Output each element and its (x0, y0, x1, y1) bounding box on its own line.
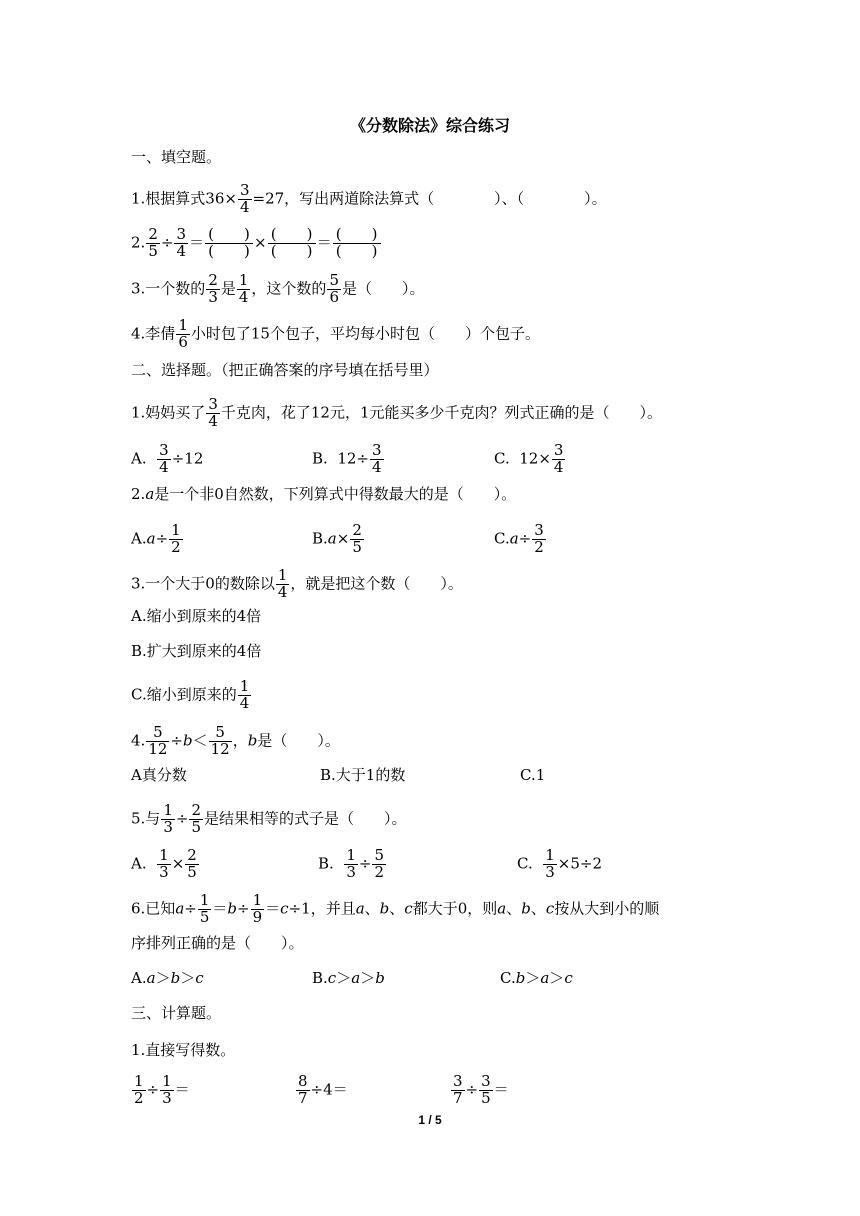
choice-q4-option-b: B.大于1的数 (320, 766, 406, 784)
fraction: $\frac{2}{5}$ (352, 521, 362, 556)
choice-q3-text-a: 3.一个大于0的数除以 (131, 574, 275, 593)
option-text: C.缩小到原来的 (131, 685, 237, 704)
choice-q1-option-b: B. 12÷ $\frac{3}{4}$ (312, 441, 382, 476)
choice-q2-option-c: C.a÷ $\frac{3}{2}$ (494, 521, 544, 556)
fraction: $\frac{1}{3}$ (545, 846, 555, 881)
fraction: $\frac{3}{4}$ (176, 225, 186, 260)
choice-q5-option-c: C. $\frac{1}{3}$ ×5÷2 (517, 846, 603, 881)
fill-q3-text-a: 3.一个数的 (131, 279, 206, 298)
fill-q3-text-c: ，这个数的 (251, 279, 327, 298)
choice-q6-option-b: B.c＞a＞b (312, 969, 385, 987)
fill-q1-text-a: 1.根据算式36× (131, 189, 237, 208)
calc-q1: 1.直接写得数。 (131, 1041, 236, 1059)
choice-q1-text-b: 千克肉，花了12元，1元能买多少千克肉？列式正确的是（ ）。 (220, 403, 662, 422)
fraction: $\frac{5}{12}$ (148, 723, 168, 758)
fraction: $\frac{8}{7}$ (298, 1072, 308, 1107)
choice-q4-option-c: C.1 (520, 766, 546, 784)
fill-q3-text-d: 是（ ）。 (341, 279, 425, 298)
fraction: $\frac{3}{4}$ (372, 441, 382, 476)
fraction: $\frac{5}{12}$ (210, 723, 230, 758)
choice-q6-text-a: 6.已知 (131, 899, 176, 918)
choice-q2-text: 是一个非0自然数，下列算式中得数最大的是（ ）。 (154, 485, 517, 503)
fraction: $\frac{5}{2}$ (374, 846, 384, 881)
fraction: $\frac{3}{4}$ (239, 181, 250, 216)
section-fill-blank: 一、填空题。 (131, 148, 222, 166)
fill-q4-text-a: 4.李倩 (131, 324, 176, 343)
fill-q2: 2. $\frac{2}{5}$ ÷ $\frac{3}{4}$ ＝ $\frac{( )}{( )}$ × $\frac{( )}{( )}$ ＝ $\frac{( )}{( )}$ (131, 227, 382, 260)
choice-q6: 6.已知a÷ $\frac{1}{5}$ ＝b÷ $\frac{1}{9}$ ＝c÷1，并且a、b、c都大于0，则a、b、c按从大到小的顺 (131, 891, 660, 926)
fraction: $\frac{2}{3}$ (208, 271, 218, 306)
choice-q4-option-a: A真分数 (131, 766, 187, 784)
option-label: B. (312, 449, 328, 468)
fraction: $\frac{1}{9}$ (252, 891, 263, 926)
fraction: $\frac{1}{5}$ (199, 891, 210, 926)
calc-item-3: $\frac{3}{7}$ ÷ $\frac{3}{5}$ ＝ (453, 1072, 509, 1107)
choice-q1-option-a: A. $\frac{3}{4}$ ÷12 (131, 441, 204, 476)
fraction: $\frac{1}{4}$ (238, 271, 249, 306)
choice-q5-option-b: B. $\frac{1}{3}$ ÷ $\frac{5}{2}$ (318, 846, 384, 881)
fraction: $\frac{3}{4}$ (208, 395, 218, 430)
choice-q6-option-c: C.b＞a＞c (500, 969, 573, 987)
fill-q3 (131, 273, 425, 306)
fraction: $\frac{5}{6}$ (329, 271, 339, 306)
option-label: C. (494, 449, 510, 468)
fraction: $\frac{1}{2}$ (171, 521, 181, 556)
fraction: $\frac{1}{3}$ (162, 1072, 172, 1107)
choice-q5: 5.与 $\frac{1}{3}$ ÷ $\frac{2}{5}$ 是结果相等的式子是（ ）。 (131, 801, 407, 836)
fraction: $\frac{2}{5}$ (191, 801, 201, 836)
choice-q4-text: 是（ ）。 (257, 731, 340, 750)
fraction: $\frac{3}{4}$ (159, 441, 169, 476)
choice-q2: 2.a是一个非0自然数，下列算式中得数最大的是（ ）。 (131, 485, 517, 503)
page-number: 1 / 5 (418, 1113, 442, 1127)
fraction: $\frac{3}{5}$ (481, 1072, 491, 1107)
fraction: $\frac{1}{4}$ (277, 566, 288, 601)
fraction: $\frac{1}{4}$ (239, 677, 250, 712)
fraction: $\frac{1}{3}$ (346, 846, 356, 881)
choice-q6-option-a: A.a＞b＞c (131, 969, 204, 987)
fraction: $\frac{3}{7}$ (453, 1072, 463, 1107)
choice-q5-option-a: A. $\frac{1}{3}$ × $\frac{2}{5}$ (131, 846, 197, 881)
choice-q6-text-b: ，并且 (310, 899, 356, 918)
section-calculation: 三、计算题。 (131, 1004, 222, 1022)
choice-q5-text-b: 是结果相等的式子是（ ）。 (203, 809, 407, 828)
fraction: $\frac{3}{4}$ (553, 441, 564, 476)
calc-item-1: $\frac{1}{2}$ ÷ $\frac{1}{3}$ ＝ (134, 1072, 190, 1107)
fraction: $\frac{1}{6}$ (178, 316, 188, 351)
fill-q1-text-b: =27，写出两道除法算式（ ）、（ ）。 (252, 189, 607, 208)
choice-q2-option-b: B.a× $\frac{2}{5}$ (312, 521, 362, 556)
option-label: A. (131, 449, 147, 468)
fraction: $\frac{3}{2}$ (534, 521, 544, 556)
choice-q3-option-c (131, 679, 252, 712)
fraction: $\frac{2}{5}$ (148, 225, 158, 260)
choice-q3 (131, 568, 463, 601)
choice-q2-label: 2. (131, 485, 146, 503)
choice-q3-text-b: ，就是把这个数（ ）。 (290, 574, 463, 593)
choice-q6-text-c: 都大于0，则 (412, 899, 498, 918)
choice-q1 (131, 397, 662, 430)
fill-q4 (131, 318, 540, 351)
choice-q4-label: 4. (131, 731, 146, 750)
choice-q4: 4. $\frac{5}{12}$ ÷b＜ $\frac{5}{12}$ ，b是（ ）。 (131, 723, 340, 758)
blank-fraction: $\frac{( )}{( )}$ (205, 227, 253, 260)
fill-q2-label: 2. (131, 233, 146, 252)
fill-q4-text-b: 小时包了15个包子，平均每小时包（ ）个包子。 (190, 324, 540, 343)
choice-q3-option-a: A.缩小到原来的4倍 (131, 607, 262, 625)
fraction: $\frac{1}{3}$ (163, 801, 173, 836)
fill-q1 (131, 183, 607, 216)
fraction: $\frac{2}{5}$ (187, 846, 197, 881)
choice-q1-option-c: C. 12× $\frac{3}{4}$ (494, 441, 564, 476)
choice-q6-text-d: 按从大到小的顺 (554, 899, 660, 918)
choice-q1-text-a: 1.妈妈买了 (131, 403, 206, 422)
choice-q5-text-a: 5.与 (131, 809, 161, 828)
choice-q6-line2: 序排列正确的是（ ）。 (131, 934, 304, 952)
calc-item-2: $\frac{8}{7}$ ÷4＝ (298, 1072, 348, 1107)
fraction: $\frac{1}{2}$ (134, 1072, 144, 1107)
page-title: 《分数除法》综合练习 (349, 116, 510, 135)
choice-q2-option-a: A.a÷ $\frac{1}{2}$ (131, 521, 181, 556)
choice-q3-option-b: B.扩大到原来的4倍 (131, 642, 262, 660)
section-choice: 二、选择题。（把正确答案的序号填在括号里） (131, 361, 439, 379)
fill-q3-text-b: 是 (220, 279, 236, 298)
blank-fraction: $\frac{( )}{( )}$ (333, 227, 381, 260)
fraction: $\frac{1}{3}$ (159, 846, 169, 881)
blank-fraction: $\frac{( )}{( )}$ (268, 227, 316, 260)
